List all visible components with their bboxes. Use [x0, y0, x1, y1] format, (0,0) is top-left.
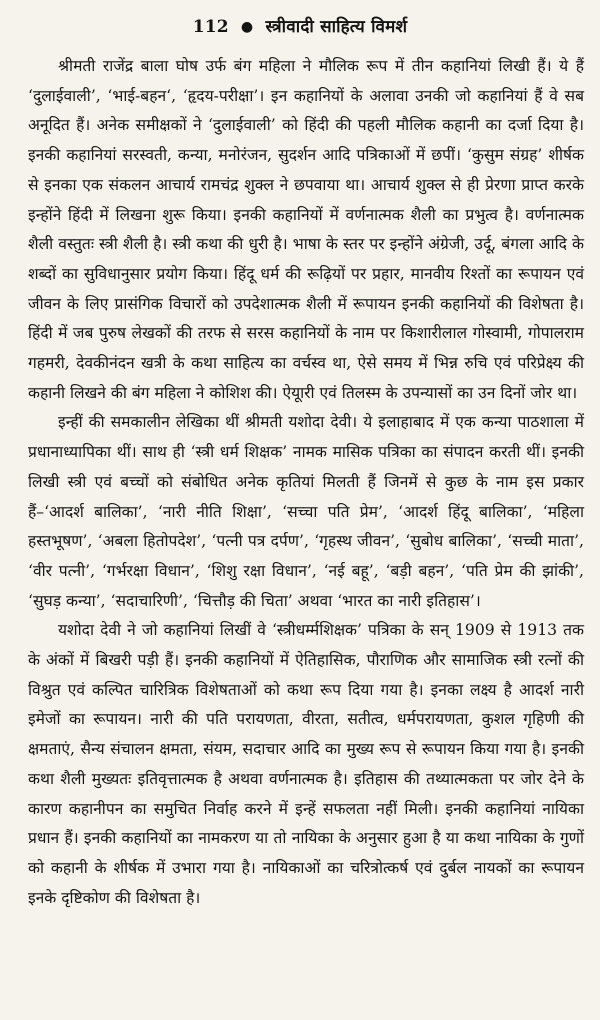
body-text — [28, 52, 584, 913]
paragraph-yashoda-devi-stories: यशोदा देवी ने जो कहानियां लिखीं वे ‘स्त्रीधर्म्मशिक्षक’ पत्रिका के सन् 1909 से 1913 तक के अंकों में बिखरी पड़ी हैं। इनकी कहानियों में ऐतिहासिक, पौराणिक और सामाजिक स्त्री रत्नों की विश्रुत एवं कल्पित चारित्रिक विशेषताओं को कथा रूप दिया गया है। इनका लक्ष्य है आदर्श नारी इमेजों का रूपायन। नारी की पति परायणता, वीरता, सतीत्व, धर्मपरायणता, कुशल गृहिणी की क्षमताएं, सैन्य संचालन क्षमता, संयम, सदाचार आदि का मुख्य रूप से रूपायन किया गया है। इनकी कथा शैली मुख्यतः इतिवृत्तात्मक है अथवा वर्णनात्मक है। इतिहास की तथ्यात्मकता पर जोर देने के कारण कहानीपन का समुचित निर्वाह करने में इन्हें सफलता नहीं मिली। इनकी कहानियां नायिका प्रधान हैं। इनकी कहानियों का नामकरण या तो नायिका के अनुसार हुआ है या कथा नायिका के गुणों को कहानी के शीर्षक में उभारा गया है। नायिकाओं का चरित्रोत्कर्ष एवं दुर्बल नायकों का रूपायन इनके दृष्टिकोण की विशेषता है। — [28, 621, 584, 907]
book-title: स्त्रीवादी साहित्य विमर्श — [265, 17, 408, 37]
page-header — [0, 14, 600, 37]
paragraph-yashoda-devi-intro: इन्हीं की समकालीन लेखिका थीं श्रीमती यशोदा देवी। ये इलाहाबाद में एक कन्या पाठशाला में प्रधानाध्यापिका थीं। साथ ही ‘स्त्री धर्म शिक्षक’ नामक मासिक पत्रिका का संपादन करती थीं। इनकी लिखी स्त्री एवं बच्चों को संबोधित अनेक कृतियां मिलती हैं जिनमें से कुछ के नाम इस प्रकार हैं–‘आदर्श बालिका’, ‘नारी नीति शिक्षा’, ‘सच्चा पति प्रेम’, ‘आदर्श हिंदू बालिका’, ‘महिला हस्तभूषण’, ‘अबला हितोपदेश’, ‘पत्नी पत्र दर्पण’, ‘गृहस्थ जीवन’, ‘सुबोध बालिका’, ‘सच्ची माता’, ‘वीर पत्नी’, ‘गर्भरक्षा विधान’, ‘शिशु रक्षा विधान’, ‘नई बहू’, ‘बड़ी बहन’, ‘पति प्रेम की झांकी’, ‘सुघड़ कन्या’, ‘सदाचारिणी’, ‘चित्तौड़ की चिता’ अथवा ‘भारत का नारी इतिहास’। — [28, 413, 584, 610]
header-separator: ● — [240, 19, 254, 35]
page-number: 112 — [192, 17, 229, 37]
paragraph-bang-mahila: श्रीमती राजेंद्र बाला घोष उर्फ बंग महिला ने मौलिक रूप में तीन कहानियां लिखी हैं। ये हैं ‘दुलाईवाली’, ‘भाई-बहन‘, ‘हृदय-परीक्षा’। इन कहानियों के अलावा उनकी जो कहानियां हैं वे सब अनूदित हैं। अनेक समीक्षकों ने ‘दुलाईवाली’ को हिंदी की पहली मौलिक कहानी का दर्जा दिया है। इनकी कहानियां सरस्वती, कन्या, मनोरंजन, सुदर्शन आदि पत्रिकाओं में छपीं। ‘कुसुम संग्रह’ शीर्षक से इनका एक संकलन आचार्य रामचंद्र शुक्ल ने छपवाया था। आचार्य शुक्ल से ही प्रेरणा प्राप्त करके इन्होंने हिंदी में लिखना शुरू किया। इनकी कहानियों में वर्णनात्मक शैली का प्रभुत्व है। वर्णनात्मक शैली वस्तुतः स्त्री शैली है। स्त्री कथा की धुरी है। भाषा के स्तर पर इन्होंने अंग्रेजी, उर्दू, बंगला आदि के शब्दों का सुविधानुसार प्रयोग किया। हिंदू धर्म की रूढ़ियों पर प्रहार, मानवीय रिश्तों का रूपायन एवं जीवन के लिए प्रासंगिक विचारों को उपदेशात्मक शैली में रूपायन इनकी कहानियों की विशेषता है। हिंदी में जब पुरुष लेखकों की तरफ से सरस कहानियों के नाम पर किशारीलाल गोस्वामी, गोपालराम गहमरी, देवकीनंदन खत्री के कथा साहित्य का वर्चस्व था, ऐसे समय में भिन्न रुचि एवं परिप्रेक्ष्य की कहानी लिखने की बंग महिला ने कोशिश की। ऐयूारी एवं तिलस्म के उपन्यासों का उन दिनों जोर था। — [28, 57, 584, 402]
